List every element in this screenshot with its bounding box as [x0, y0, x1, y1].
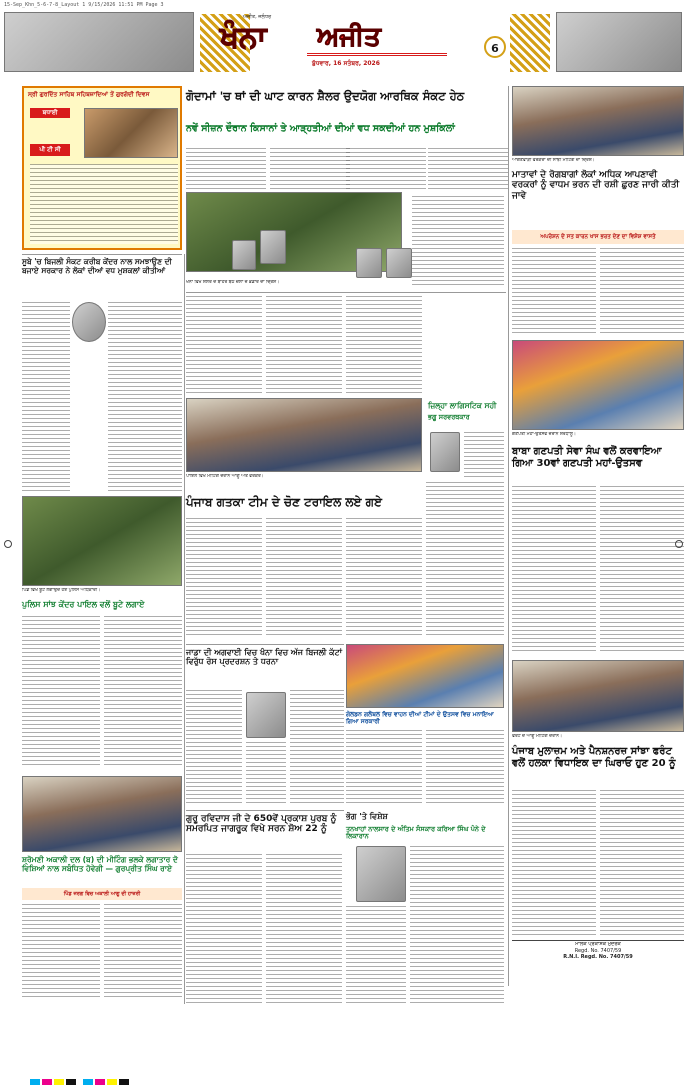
lead-col-1: [186, 148, 266, 190]
left-top-headline: ਸੂਬੇ 'ਚ ਬਿਜਲੀ ਸੰਕਟ ਕਰੀਬ ਕੇਂਦਰ ਨਾਲ ਸਮਝਾਉਣ ਦੀ ਬਜਾਏ ਸਰਕਾਰ ਨੇ ਲੋਕਾਂ ਦੀਆਂ ਵਧ ਮੁਸ਼ਕਲਾਂ ਕੀਤੀਆਂ: [22, 257, 172, 275]
left-divider-1: [22, 254, 182, 255]
obit-kicker: ਭੋਗ 'ਤੇ ਵਿਸ਼ੇਸ਼: [346, 812, 388, 821]
mid-divider-3: [186, 810, 344, 811]
pension-caption: ਫਰੰਟ ਦੇ ਆਗੂ ਮੀਟਿੰਗ ਦੌਰਾਨ।: [512, 734, 563, 739]
left-top-col-1: [22, 302, 70, 492]
power-headline: ਜਾਡਾ ਦੀ ਅਗਵਾਈ ਵਿਚ ਖੰਨਾ ਵਿਚ ਅੱਜ ਬਿਜਲੀ ਕੱਟਾਂ ਵਿਰੁੱਧ ਰੋਸ ਪ੍ਰਦਰਸ਼ਨ ਤੇ ਧਰਨਾ: [186, 648, 343, 667]
power-col-2: [246, 742, 286, 806]
police-col-2: [104, 616, 182, 766]
obit-portrait: [356, 846, 406, 902]
meeting-col-3: [346, 296, 422, 396]
celebration-col-1: [346, 730, 422, 806]
masthead: [0, 10, 687, 80]
meeting-col-1: [186, 296, 262, 396]
akali-kicker: ਪਿੰਡ ਜਰਗ ਵਿਚ ਅਕਾਲੀ ਆਗੂ ਦੀ ਹਾਜ਼ਰੀ: [22, 888, 182, 900]
mid-divider-1: [186, 292, 506, 293]
lead-col-3: [346, 148, 426, 190]
lead-photo-caption: ਖੰਨਾ ਵਿਖੇ ਸ਼ੈਲਰ ਦੇ ਬਾਹਰ ਬੈਠੇ ਚੌਲਾਂ ਦੇ ਭੰਡਾਰ ਦਾ ਦ੍ਰਿਸ਼।: [186, 280, 280, 285]
sports-col-4: [426, 482, 504, 638]
lead-col-4: [428, 148, 508, 190]
page-number: 6: [484, 36, 506, 58]
celebration-photo: [346, 644, 504, 708]
pension-photo: [512, 660, 684, 732]
right-top-caption: ਆਂਗਣਵਾੜੀ ਵਰਕਰਾਂ ਦੀ ਸਾਂਝੀ ਮੀਟਿੰਗ ਦਾ ਦ੍ਰਿਸ਼।: [512, 158, 595, 163]
right-top-col-2: [600, 248, 684, 336]
masthead-left-image: [4, 12, 194, 72]
obit-headline: ਤਨਖਾਹਾਂ ਨਾਲਸਾਰ ਦੇ ਅੰਤਿਮ ਸੰਸਕਾਰ ਕਰਿਆ ਸਿੰਘ ਪੰਨੇ ਦੇ ਲਿਕਾਰਾਨ: [346, 825, 486, 841]
meeting-photo: [186, 398, 422, 472]
masthead-logo: [212, 14, 492, 74]
logo-ajit: ਅਜੀਤ: [317, 22, 381, 52]
right-top-kicker: ਅਪਰੇਸ਼ਨ ਦੇ ਸਤ ਕਾਰਨ ਖਾਸ ਭਰਤ ਦੇਣ ਦਾ ਵਿਸ਼ੇਸ਼ ਵਾਸਤੇ: [512, 230, 684, 244]
imprint: [512, 940, 684, 982]
gurpurab-col-2: [266, 854, 342, 1004]
akali-headline: ਸ਼੍ਰੋਮਣੀ ਅਕਾਲੀ ਦਲ (ਬ) ਦੀ ਮੀਟਿੰਗ ਭਲਕੇ ਲਗਾਤਾਰ ਦੋ ਵਿਸ਼ਿਆਂ ਨਾਲ ਸਬੰਧਿਤ ਹੋਵੇਗੀ — ਗੁਰਪ੍ਰੀਤ ਸਿੰਘ ਰਾਏ: [22, 855, 178, 873]
celebration-headline: ਗੋਲਡਨ ਗਲੋਬਲ ਵਿਚ ਵਾਹਨ ਦੀਆਂ ਟੀਮਾਂ ਦੇ ਉਤਸਵ ਵਿਚ ਮਨਾਇਆ ਗਿਆ ਸਰਕਾਰੀ: [346, 711, 494, 725]
pension-headline: ਪੰਜਾਬ ਮੁਲਾਜ਼ਮ ਅਤੇ ਪੈਨਸ਼ਨਰਜ਼ ਸਾਂਝਾ ਫਰੰਟ ਵਲੋਂ ਹਲਕਾ ਵਿਧਾਇਕ ਦਾ ਘਿਰਾਓ ਹੁਣ 20 ਨੂੰ: [512, 746, 676, 769]
celebration-col-2: [426, 730, 504, 806]
masthead-ornament-right: [510, 14, 550, 72]
registration-mark-right: [675, 540, 683, 548]
ganpati-photo: [512, 340, 684, 430]
gurpurab-headline: ਗੁਰੂ ਰਵਿਦਾਸ ਜੀ ਦੇ 650ਵੇਂ ਪ੍ਰਕਾਸ਼ ਪੁਰਬ ਨੂੰ ਸਮਰਪਿਤ ਜਾਗਰੂਕ ਵਿਖੇ ਸਰਨ ਸ਼ੋਅ 22 ਨੂੰ: [186, 814, 337, 835]
ad-body-text: [30, 164, 178, 244]
print-color-bar: [30, 1070, 670, 1078]
lead-portrait-3: [356, 248, 382, 278]
column-rule-left: [184, 254, 185, 1004]
issue-date: ਬੁੱਧਵਾਰ, 16 ਸਤੰਬਰ, 2026: [312, 60, 380, 67]
print-slug: 15-Sep_Khn_5-6-7-8_Layout 1 9/15/2026 11:51 PM Page 3: [4, 2, 164, 8]
obit-col-1: [346, 906, 406, 1004]
golden-temple-image: [84, 108, 178, 158]
logo-khanna: ਖੰਨਾ: [220, 20, 267, 55]
lead-col-5: [412, 196, 504, 288]
logo-ajit-frame: [307, 22, 447, 56]
sports-col-2: [266, 518, 342, 638]
power-portrait: [246, 692, 286, 738]
left-top-portrait: [72, 302, 106, 342]
lead-col-2: [270, 148, 350, 190]
district-portrait: [430, 432, 460, 472]
ganpati-col-1: [512, 486, 596, 652]
pension-col-1: [512, 790, 596, 936]
power-col-1: [186, 690, 242, 806]
obit-col-2: [410, 846, 504, 1004]
right-top-col-1: [512, 248, 596, 336]
registration-mark-left: [4, 540, 12, 548]
mid-divider-2: [186, 644, 344, 645]
ganpati-caption: ਗਣਪਤੀ ਮਹਾਂ-ਉਤਸਵ ਦੌਰਾਨ ਸ਼ਰਧਾਲੂ।: [512, 432, 576, 437]
left-top-col-2: [108, 302, 182, 492]
pension-col-2: [600, 790, 684, 936]
ad-brand: ਪੀ ਟੀ ਸੀ: [30, 144, 70, 156]
district-col-1: [464, 432, 504, 478]
column-rule-right: [508, 86, 509, 986]
lead-subhead: ਨਵੇਂ ਸੀਜ਼ਨ ਦੌਰਾਨ ਕਿਸਾਨਾਂ ਤੇ ਆੜ੍ਹਤੀਆਂ ਦੀਆਂ ਵਧ ਸਕਦੀਆਂ ਹਨ ਮੁਸ਼ਕਿਲਾਂ: [186, 123, 455, 134]
trees-photo: [22, 496, 182, 586]
district-headline: ਜ਼ਿਲ੍ਹਾ ਲਾਗਿਸਟਿਕ ਸਹੀ: [428, 401, 497, 410]
lead-headline: ਗੋਦਾਮਾਂ 'ਚ ਥਾਂ ਦੀ ਘਾਟ ਕਾਰਨ ਸ਼ੈਲਰ ਉਦਯੋਗ ਆਰਥਿਕ ਸੰਕਟ ਹੇਠ: [186, 89, 465, 103]
ganpati-col-2: [600, 486, 684, 652]
police-col-1: [22, 616, 100, 766]
police-headline: ਪੁਲਿਸ ਸਾਂਝ ਕੇਂਦਰ ਪਾਇਲ ਵਲੋਂ ਬੂਟੇ ਲਗਾਏ: [22, 600, 145, 609]
imprint-line-3: R.N.I. Regd. No. 7407/59: [563, 954, 633, 960]
right-top-photo: [512, 86, 684, 156]
sports-col-3: [346, 518, 422, 638]
akali-col-2: [104, 904, 182, 1000]
imprint-line-1: ਮਾਲਕ ਪ੍ਰਕਾਸ਼ਕ ਮੁਦਰਕ: [575, 941, 621, 947]
power-col-3: [290, 690, 344, 806]
ad-label: ਬਧਾਈ: [30, 108, 70, 118]
imprint-line-2: Regd. No. 7407/59: [574, 947, 622, 954]
akali-photo: [22, 776, 182, 852]
lead-portrait-4: [386, 248, 412, 278]
ad-title: ਸ੍ਰੀ ਗੁਰਦਿੱਤ ਸਾਹਿਬ ਸਹਿਬਜ਼ਾਦਿਆਂ ਤੋਂ ਗੁਰਗੱਦੀ ਦਿਵਸ: [28, 91, 150, 98]
trees-caption: ਪਿੰਡ ਵਿਖੇ ਬੂਟੇ ਲਗਾਉਂਦੇ ਹੋਏ ਪੁਲਿਸ ਅਧਿਕਾਰੀ।: [22, 588, 101, 593]
lead-portrait-1: [232, 240, 256, 270]
sports-col-1: [186, 518, 262, 638]
gurpurab-col-1: [186, 854, 262, 1004]
district-subhead: ਭਗੂ ਸਰਵਰਥਕਾਰ: [428, 413, 470, 421]
greeting-ad: [22, 86, 182, 250]
masthead-temple-image: [556, 12, 682, 72]
akali-col-1: [22, 904, 100, 1000]
masthead-tagline: ਅਜੀਤ, ਜਲੰਧਰ: [242, 14, 272, 20]
ganpati-headline: ਬਾਬਾ ਗਣਪਤੀ ਸੇਵਾ ਸੰਘ ਵਲੋਂ ਕਰਵਾਇਆ ਗਿਆ 30ਵਾਂ ਗਣਪਤੀ ਮਹਾਂ-ਉਤਸਵ: [512, 446, 662, 469]
meeting-col-2: [266, 296, 342, 396]
meeting-caption: ਪਾਇਲ ਵਿਖੇ ਮੀਟਿੰਗ ਦੌਰਾਨ ਆਗੂ ਅਤੇ ਵਰਕਰ।: [186, 474, 264, 479]
lead-portrait-2: [260, 230, 286, 264]
sports-headline: ਪੰਜਾਬ ਗਤਕਾ ਟੀਮ ਦੇ ਚੋਣ ਟਰਾਇਲ ਲਏ ਗਏ: [186, 495, 382, 509]
right-top-headline: ਮਾਤਾਵਾਂ ਦੇ ਰੋਗਬਾਗਾਂ ਲੋਕਾਂ ਅਧਿਕ ਆਪਣਾਵੀ ਵਰਕਰਾਂ ਨੂੰ ਵਾਧਮ ਭਰਨ ਦੀ ਰਸ਼ੀ ਛੁਰਣ ਜਾਰੀ ਕੀਤੀ ਜਾਵੇ: [512, 170, 680, 201]
